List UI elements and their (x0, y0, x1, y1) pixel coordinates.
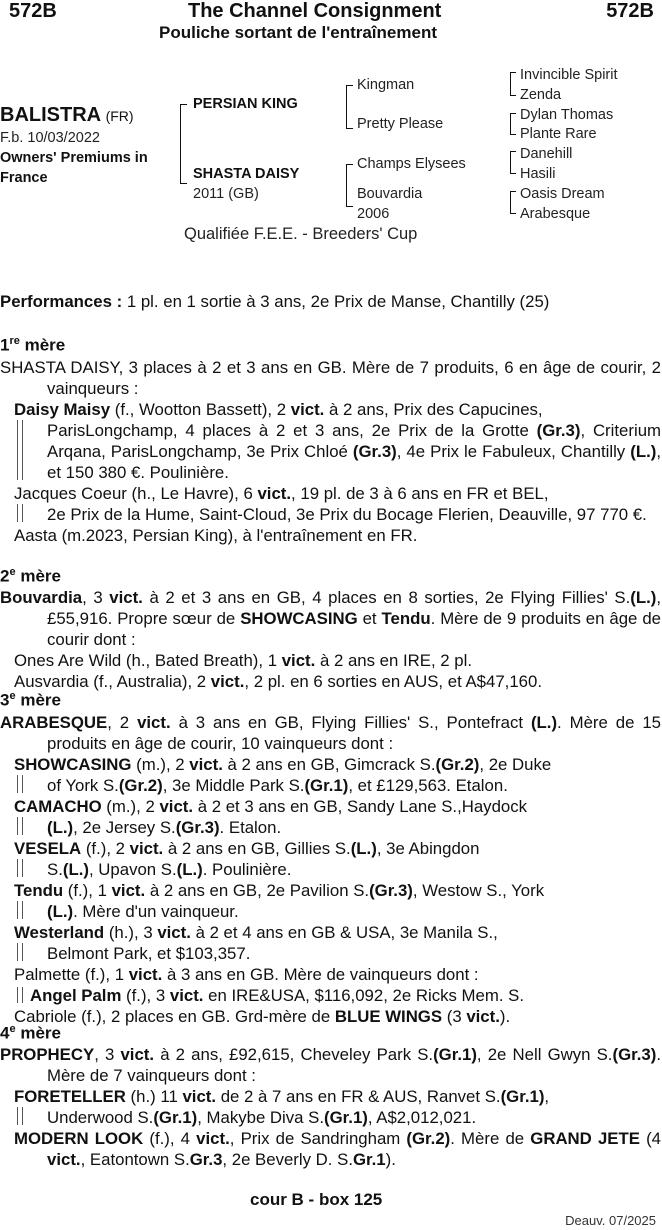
produce-vesela-cont: S.(L.), Upavon S.(L.). Poulinière. (0, 859, 661, 880)
produce-camacho: CAMACHO (m.), 2 vict. à 2 et 3 ans en GB, Sandy Lane S.,Haydock (14, 797, 528, 816)
lot-subtitle: Pouliche sortant de l'entraînement (159, 23, 437, 42)
first-dam-summary: SHASTA DAISY, 3 places à 2 et 3 ans en GB. Mère de 7 produits, 6 en âge de courir, 2 vainqueurs : (0, 358, 661, 398)
pedigree-dam-info: 2011 (GB) (193, 186, 259, 202)
produce-cabriole: Cabriole (f.), 2 places en GB. Grd-mère de BLUE WINGS (3 vict.). (14, 1007, 511, 1026)
horse-name-block (0, 104, 134, 127)
produce-foreteller-cont: Underwood S.(Gr.1), Makybe Diva S.(Gr.1), A$2,012,021. (0, 1107, 661, 1128)
produce-daisy-maisy-cont: ParisLongchamp, 4 places à 2 et 3 ans, 2e Prix de la Grotte (Gr.3), Criterium Arqana, ParisLongchamp, 3e Prix Chloé (Gr.3), 4e Prix le Fabuleux, Chantilly (L.), et 150 380 €. Poulinière. (0, 420, 661, 483)
pedigree-bracket-sire (346, 85, 353, 129)
lot-number-left: 572B (9, 0, 57, 22)
pedigree-sire: PERSIAN KING (193, 96, 298, 112)
produce-tendu-cont: (L.). Mère d'un vainqueur. (0, 901, 661, 922)
section-fourth-dam: 4e mère (0, 1023, 61, 1043)
pedigree-ssd: Zenda (520, 87, 562, 103)
pedigree-dam-dam-year: 2006 (357, 206, 390, 222)
pedigree-bracket-ss (510, 72, 516, 96)
pedigree-dam-sire: Champs Elysees (357, 156, 466, 172)
pedigree-bracket-dam (346, 164, 353, 207)
box-location: cour B - box 125 (250, 1190, 383, 1209)
performances-line (0, 292, 549, 312)
third-dam-summary: ARABESQUE, 2 vict. à 3 ans en GB, Flying Fillies' S., Pontefract (L.). Mère de 15 produits en âge de courir, 10 vainqueurs dont : (0, 713, 661, 753)
produce-jacques-coeur-cont: 2e Prix de la Hume, Saint-Cloud, 3e Prix du Bocage Flerien, Deauville, 97 770 €. (0, 504, 661, 525)
section-first-dam: 1re mère (0, 335, 66, 355)
pedigree-dam: SHASTA DAISY (193, 166, 300, 182)
horse-birth: F.b. 10/03/2022 (0, 130, 100, 146)
qualification-note: Qualifiée F.E.E. - Breeders' Cup (184, 225, 418, 243)
pedigree-sds: Dylan Thomas (520, 107, 614, 123)
performances-label: Performances : (0, 292, 123, 311)
produce-westerland: Westerland (h.), 3 vict. à 2 et 4 ans en GB & USA, 3e Manila S., (14, 923, 498, 942)
pedigree-bracket-ds (510, 151, 516, 174)
produce-angel-palm: Angel Palm (f.), 3 vict. en IRE&USA, $116,092, 2e Ricks Mem. S. (0, 985, 661, 1006)
pedigree-bracket-dd (510, 191, 516, 214)
second-dam-summary: Bouvardia, 3 vict. à 2 et 3 ans en GB, 4 places en 8 sorties, 2e Flying Fillies' S.(L.), £55,916. Propre sœur de SHOWCASING et Tendu. Mère de 9 produits en âge de courir dont : (0, 588, 661, 649)
lot-number-right: 572B (606, 0, 654, 22)
catalogue-source: Deauv. 07/2025 (565, 1213, 656, 1228)
owners-premium-line2: France (0, 170, 48, 186)
pedigree-ddd: Arabesque (520, 206, 591, 222)
fourth-dam-text (0, 1044, 661, 1170)
produce-modern-look: MODERN LOOK (f.), 4 vict., Prix de Sandringham (Gr.2). Mère de GRAND JETE (4 vict., Eatontown S.Gr.3, 2e Beverly D. S.Gr.1). (14, 1129, 661, 1169)
produce-tendu: Tendu (f.), 1 vict. à 2 ans en GB, 2e Pavilion S.(Gr.3), Westow S., York (14, 881, 545, 900)
section-second-dam: 2e mère (0, 566, 61, 586)
pedigree-dss: Danehill (520, 146, 573, 162)
pedigree-sire-dam: Pretty Please (357, 116, 444, 132)
pedigree-sss: Invincible Spirit (520, 67, 618, 83)
pedigree-sdd: Plante Rare (520, 126, 597, 142)
pedigree-dsd: Hasili (520, 166, 556, 182)
fourth-dam-summary: PROPHECY, 3 vict. à 2 ans, £92,615, Cheveley Park S.(Gr.1), 2e Nell Gwyn S.(Gr.3). Mère de 7 vainqueurs dont : (0, 1045, 661, 1085)
produce-palmette: Palmette (f.), 1 vict. à 3 ans en GB. Mère de vainqueurs dont : (14, 965, 479, 984)
produce-ausvardia: Ausvardia (f., Australia), 2 vict., 2 pl. en 6 sorties en AUS, et A$47,160. (14, 672, 542, 691)
first-dam-text (0, 357, 661, 546)
pedigree-sire-sire: Kingman (357, 77, 415, 93)
owners-premium-line1: Owners' Premiums in (0, 150, 148, 166)
pedigree-dds: Oasis Dream (520, 186, 605, 202)
produce-daisy-maisy: Daisy Maisy (f., Wootton Bassett), 2 vict. à 2 ans, Prix des Capucines, (14, 400, 543, 419)
pedigree-bracket-sd (510, 113, 516, 135)
produce-aasta: Aasta (m.2023, Persian King), à l'entraînement en FR. (14, 526, 418, 545)
produce-showcasing-cont: of York S.(Gr.2), 3e Middle Park S.(Gr.1), et £129,563. Etalon. (0, 775, 661, 796)
performances-text: 1 pl. en 1 sortie à 3 ans, 2e Prix de Manse, Chantilly (25) (122, 292, 550, 311)
horse-country: (FR) (105, 108, 134, 124)
produce-ones-are-wild: Ones Are Wild (h., Bated Breath), 1 vict. à 2 ans en IRE, 2 pl. (14, 651, 473, 670)
consignor-title: The Channel Consignment (188, 0, 442, 22)
third-dam-text (0, 712, 661, 1027)
produce-showcasing: SHOWCASING (m.), 2 vict. à 2 ans en GB, Gimcrack S.(Gr.2), 2e Duke (14, 755, 552, 774)
produce-jacques-coeur: Jacques Coeur (h., Le Havre), 6 vict., 19 pl. de 3 à 6 ans en FR et BEL, (14, 484, 549, 503)
pedigree-bracket-gen1 (180, 104, 187, 184)
produce-foreteller: FORETELLER (h.) 11 vict. de 2 à 7 ans en FR & AUS, Ranvet S.(Gr.1), (14, 1087, 550, 1106)
produce-westerland-cont: Belmont Park, et $103,357. (0, 943, 661, 964)
pedigree-dam-dam: Bouvardia (357, 186, 423, 202)
horse-name: BALISTRA (0, 104, 102, 126)
produce-camacho-cont: (L.), 2e Jersey S.(Gr.3). Etalon. (0, 817, 661, 838)
section-third-dam: 3e mère (0, 690, 61, 710)
produce-vesela: VESELA (f.), 2 vict. à 2 ans en GB, Gillies S.(L.), 3e Abingdon (14, 839, 480, 858)
second-dam-text (0, 587, 661, 692)
